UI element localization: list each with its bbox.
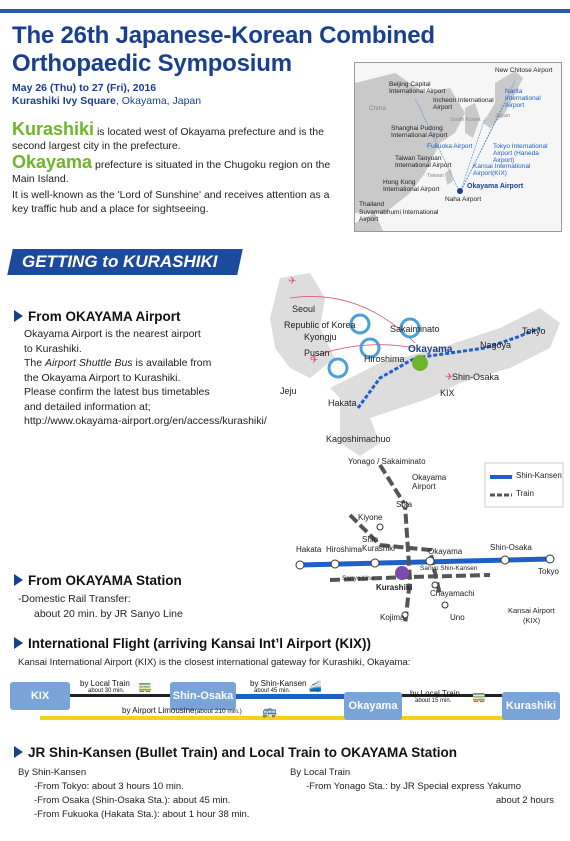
station-line1: -Domestic Rail Transfer: [18, 593, 131, 605]
kix-box: KIX [10, 682, 70, 710]
intro-text [12, 119, 347, 218]
jr-sk3: -From Fukuoka (Hakata Sta.): about 1 hour 38 min. [34, 809, 250, 820]
rail-hakata: Hakata [296, 545, 322, 554]
okayama-box: Okayama [344, 692, 402, 720]
svg-text:✈: ✈ [445, 372, 454, 383]
shuttle-bus-name: Airport Shuttle Bus [45, 357, 133, 369]
jr-local-body [290, 766, 560, 808]
intl-heading [14, 636, 371, 651]
airport-line6: and detailed information at; [24, 400, 151, 413]
station-body [18, 592, 183, 621]
label-shanghai: Shanghai Pudong International Airport [391, 125, 448, 139]
airport-line3-pre: The [24, 357, 46, 369]
label-japan: Japan [495, 113, 510, 119]
airport-line3 [24, 356, 294, 371]
map-okayama: Okayama [408, 344, 453, 355]
shinkansen-time: about 45 min. [254, 688, 291, 694]
train-icon: 🚃 [472, 691, 486, 703]
label-taoyuan: Taiwan Taoyuan International Airport [395, 155, 452, 169]
kurashiki-word: Kurashiki [12, 119, 95, 139]
event-date: May 26 (Thu) to 27 (Fri), 2016 [12, 82, 157, 94]
rail-kiyone: Kiyone [358, 513, 383, 522]
line-kix-shinosaka [60, 694, 180, 697]
kurashiki-box: Kurashiki [502, 692, 560, 720]
kix-route-diagram [10, 676, 560, 736]
triangle-bullet-icon [14, 746, 23, 758]
airport-body [24, 327, 294, 429]
line-limousine [40, 716, 530, 720]
map-hakata: Hakata [328, 398, 357, 408]
kurashiki-desc: is located west of Okayama prefecture and is the second largest city in the prefecture. [12, 126, 324, 152]
station-heading [14, 573, 182, 588]
triangle-bullet-icon [14, 310, 23, 322]
okayama-word: Okayama [12, 152, 93, 172]
jr-shinkansen-body [18, 766, 249, 822]
label-fukuoka: Fukuoka Airport [427, 143, 473, 150]
map-sakaiminato: Sakaiminato [390, 324, 440, 334]
airport-heading [14, 309, 181, 324]
rail-yonago: Yonago / Sakaiminato [348, 457, 426, 466]
map-rok: Republic of Korea [284, 320, 356, 330]
map-shin-osaka: Shin-Osaka [452, 372, 500, 382]
airport-line3-post: is available from [132, 357, 212, 369]
rail-hiroshima: Hiroshima [326, 545, 363, 554]
jr-lt1: -From Yonago Sta.: by JR Special express Yakumo [306, 781, 522, 792]
airport-heading-text: From OKAYAMA Airport [28, 309, 181, 324]
label-south-korea: South Korea [450, 117, 481, 123]
top-rule [0, 9, 570, 13]
rail-kix: (KIX) [523, 616, 541, 625]
jr-lt2: about 2 hours [495, 795, 554, 806]
rail-map [290, 455, 565, 630]
label-haneda: Tokyo International Airport (Haneda Airport) [493, 143, 548, 164]
svg-text:✈: ✈ [288, 276, 297, 287]
airport-line5: Please confirm the latest bus timetables [24, 386, 210, 398]
rail-kurashiki: Kurashiki [376, 583, 413, 592]
intro-okayama [12, 152, 347, 186]
jr-by-shinkansen: By Shin-Kansen [18, 767, 87, 778]
shin-osaka-box: Shin-Osaka [170, 682, 236, 710]
train-icon: 🚃 [138, 681, 152, 693]
jr-by-local: By Local Train [290, 767, 351, 778]
rail-shin-osaka: Shin-Osaka [490, 543, 532, 552]
event-venue [12, 95, 201, 107]
label-narita: Narita International Airport [505, 88, 541, 109]
triangle-bullet-icon [14, 637, 23, 649]
rail-soja: Soja [396, 500, 413, 509]
station-heading-text: From OKAYAMA Station [28, 573, 182, 588]
rail-okayama-airport: Okayama Airport [412, 473, 447, 491]
section-banner: GETTING to KURASHIKI [22, 252, 218, 271]
title-line-2: Orthopaedic Symposium [12, 50, 292, 77]
station-line2: about 20 min. by JR Sanyo Line [34, 607, 183, 620]
map-nagoya: Nagoya [480, 340, 512, 350]
local2-label: by Local Train [410, 689, 460, 698]
legend-train: Train [516, 489, 534, 498]
venue-location: , Okayama, Japan [115, 95, 202, 107]
label-kansai: Kansai International Airport(KIX) [473, 163, 531, 177]
rail-shin-kurashiki: Shin Kurashiki [362, 535, 395, 553]
local2-time: about 15 min. [415, 698, 452, 704]
label-new-chitose: New Chitose Airport [495, 67, 553, 74]
svg-text:✈: ✈ [310, 355, 319, 366]
map-hiroshima: Hiroshima [364, 354, 405, 364]
label-hongkong: Hong Kong International Airport [383, 179, 440, 193]
limousine-label [122, 706, 242, 715]
rail-uno: Uno [450, 613, 465, 622]
airport-line1: Okayama Airport is the nearest airport [24, 328, 201, 340]
intro-extra: It is well-known as the 'Lord of Sunshine' and receives attention as a key traffic hub and a place for sightseeing. [12, 189, 330, 215]
bus-icon: 🚌 [262, 704, 277, 718]
legend-shinkansen: Shin-Kansen [516, 471, 562, 480]
jr-sk1: -From Tokyo: about 3 hours 10 min. [34, 781, 184, 792]
rail-kansai-airport: Kansai Airport [508, 606, 555, 615]
map-seoul: Seoul [292, 304, 316, 314]
local1-label: by Local Train [80, 679, 130, 688]
line-shinosaka-okayama [226, 694, 346, 699]
rail-kojima: Kojima [380, 613, 405, 622]
local1-time: about 30 min. [88, 688, 125, 694]
limousine-time: (about 210 min.) [194, 708, 242, 715]
limousine-text: by Airport Limousine [122, 706, 195, 715]
label-okayama-airport: Okayama Airport [467, 183, 524, 190]
map-kagoshimachuo: Kagoshimachuo [326, 434, 391, 444]
label-beijing: Beijing Capital International Airport [389, 81, 446, 95]
map-kix: KIX [440, 388, 455, 398]
okayama-desc: prefecture is situated in the Chugoku region on the Main Island. [12, 159, 331, 185]
shinkansen-label: by Shin-Kansen [250, 679, 307, 688]
bullet-train-icon: 🚄 [308, 681, 322, 693]
inset-asia-map [354, 62, 562, 232]
label-incheon: Incheon International Airport [433, 97, 494, 111]
jr-heading-text: JR Shin-Kansen (Bullet Train) and Local Train to OKAYAMA Station [28, 745, 458, 760]
title-line-1: The 26th Japanese-Korean Combined [12, 22, 435, 49]
intl-heading-text: International Flight (arriving Kansai Int’l Airport (KIX)) [28, 636, 372, 651]
jr-sk2: -From Osaka (Shin-Osaka Sta.): about 45 min. [34, 795, 231, 806]
label-naha: Naha Airport [445, 196, 482, 203]
intl-desc: Kansai International Airport (KIX) is the closest international gateway for Kurashiki, Okayama: [18, 657, 411, 668]
venue-name: Kurashiki Ivy Square [12, 95, 116, 107]
airport-line2: to Kurashiki. [24, 342, 82, 355]
rail-chayamachi: Chayamachi [430, 589, 475, 598]
intro-kurashiki [12, 119, 347, 153]
label-china: China [369, 105, 386, 112]
rail-tokyo: Tokyo [538, 567, 559, 576]
airport-url[interactable]: http://www.okayama-airport.org/en/access/kurashiki/ [24, 415, 267, 427]
map-tokyo: Tokyo [522, 326, 546, 336]
map-pusan: Pusan [304, 348, 330, 358]
label-taiwan: Taiwan [427, 173, 445, 179]
triangle-bullet-icon [14, 574, 23, 586]
rail-okayama: Okayama [428, 547, 463, 556]
map-jeju: Jeju [280, 386, 297, 396]
map-kyongju: Kyongju [304, 332, 337, 342]
rail-sanyo-shinkansen: Sanyo Shin-Kansen [420, 565, 478, 572]
airport-line4: the Okayama Airport to Kurashiki. [24, 371, 181, 384]
rail-sanyo-line: Sanyo Line [342, 575, 375, 582]
jr-heading [14, 745, 457, 760]
label-suvarnabhumi: Suvarnabhumi International Airport [359, 209, 439, 223]
label-thailand: Thailand [359, 201, 384, 208]
